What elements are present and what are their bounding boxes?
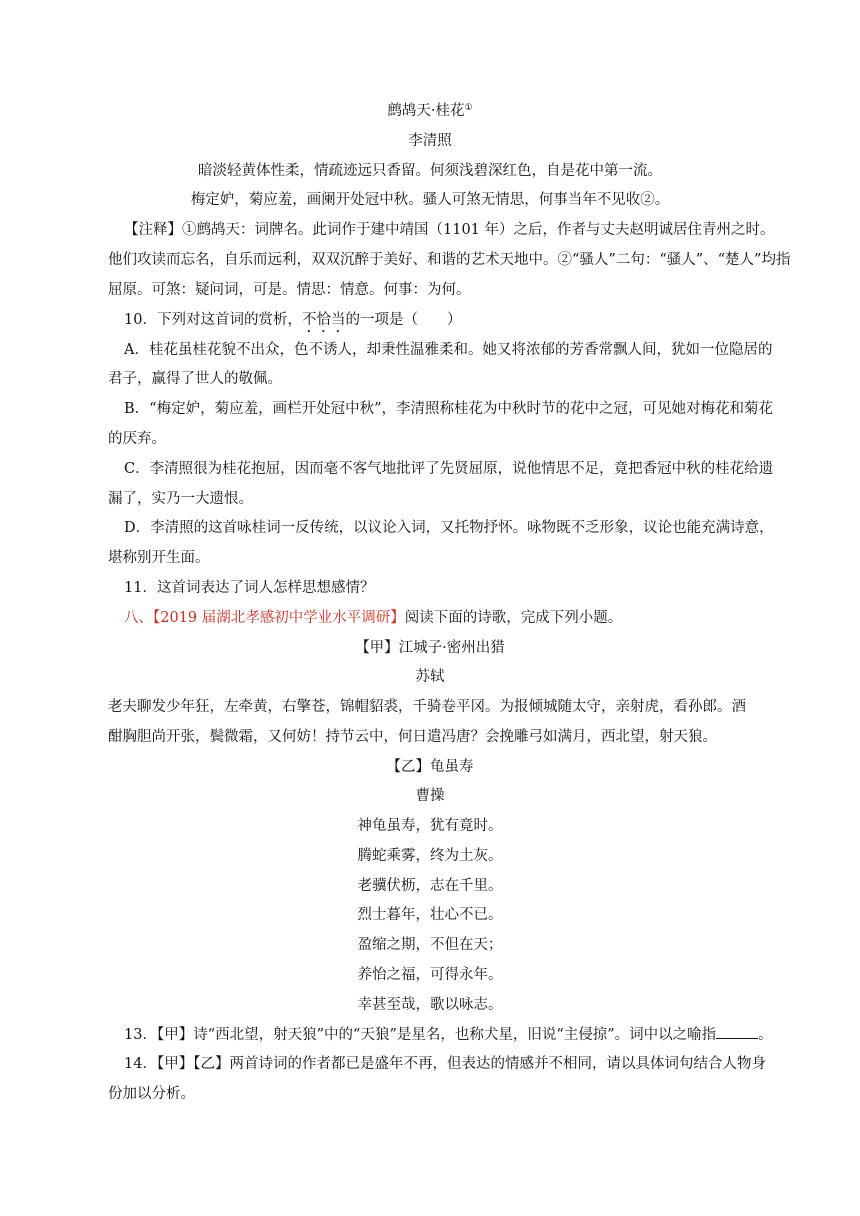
poem1-note-line-3: 屈原。可煞：疑问词，可是。情思：情意。何事：为何。 — [108, 282, 471, 298]
q10-option-d-line-1: D．李清照的这首咏桂词一反传统，以议论入词，又托物抒怀。咏物既不乏形象，议论也能充满诗意， — [124, 520, 774, 536]
poem1-line-1: 暗淡轻黄体性柔，情疏迹远只香留。何须浅碧深红色，自是花中第一流。 — [198, 163, 662, 179]
q10-option-a-line-1: A．桂花虽桂花貌不出众，色不诱人，却秉性温雅柔和。她又将浓郁的芳香常飘人间，犹如一位隐居的 — [124, 342, 773, 358]
q10-option-c-line-1: C．李清照很为桂花抱屈，因而毫不客气地批评了先贤屈原，说他情思不足，竟把香冠中秋的桂花给遗 — [124, 461, 774, 477]
poem1-title — [0, 101, 860, 121]
q10-option-c-line-2: 漏了，实乃一大遗恨。 — [108, 491, 253, 507]
section-8-header — [124, 608, 622, 628]
poem1-note-line-1: 【注释】①鹧鸪天：词牌名。此词作于建中靖国（1101 年）之后，作者与丈夫赵明诚居住青州之时。 — [124, 222, 775, 238]
question-11: 11．这首词表达了词人怎样思想感情？ — [124, 580, 375, 596]
poem-yi-line-1: 神龟虽寿，犹有竟时。 — [357, 818, 503, 834]
q10-stem-post: 的一项是（ ） — [345, 312, 462, 328]
poem-yi-line-6: 养怡之福，可得永年。 — [357, 967, 503, 983]
poem-jia-line-1: 老夫聊发少年狂，左牵黄，右擎苍，锦帽貂裘，千骑卷平冈。为报倾城随太守，亲射虎，看孙郎。酒 — [108, 699, 746, 715]
q10-emphasis: 不恰当 — [301, 312, 346, 328]
q10-option-d-line-2: 堪称别开生面。 — [108, 550, 210, 566]
poem-yi-line-7: 幸甚至哉，歌以咏志。 — [357, 997, 503, 1013]
poem-yi-line-3: 老骥伏枥，志在千里。 — [357, 878, 503, 894]
question-14-line-1: 14．【甲】【乙】两首诗词的作者都已是盛年不再，但表达的情感并不相同，请以具体词句结合人物身 — [124, 1056, 766, 1072]
question-13 — [124, 1024, 773, 1045]
question-10-stem — [124, 310, 461, 336]
q10-option-a-line-2: 君子，赢得了世人的敬佩。 — [108, 371, 282, 387]
poem-yi-line-4: 烈士暮年，壮心不已。 — [357, 907, 503, 923]
poem1-line-2: 梅定妒，菊应羞，画阑开处冠中秋。骚人可煞无情思，何事当年不见收②。 — [190, 192, 670, 208]
q10-option-b-line-2: 的厌弃。 — [108, 431, 166, 447]
poem-yi-line-5: 盈缩之期，不但在天； — [357, 937, 503, 953]
poem1-note-line-2: 他们攻读而忘名，自乐而远利，双双沉醉于美好、和谐的艺术天地中。②“骚人”二句：“骚人”、“楚人”均指 — [108, 252, 791, 268]
section-8-source: 【2019 届湖北孝感初中学业水平调研】 — [153, 610, 405, 626]
poem-jia-title: 【甲】江城子·密州出猎 — [355, 640, 505, 656]
question-14-line-2: 份加以分析。 — [108, 1086, 195, 1102]
poem-yi-line-2: 腾蛇乘雾，终为土灰。 — [357, 848, 503, 864]
q10-stem-pre: 10．下列对这首词的赏析， — [124, 312, 302, 328]
poem-yi-author: 曹操 — [415, 788, 445, 804]
q13-text: 13．【甲】诗“西北望，射天狼”中的“天狼”是星名，也称犬星，旧说“主侵掠”。词中以之喻指 — [124, 1027, 717, 1043]
poem-jia-author: 苏轼 — [415, 669, 445, 685]
poem1-title-text: 鹧鸪天·桂花 — [387, 103, 465, 119]
poem-jia-line-2: 酣胸胆尚开张，鬓微霜，又何妨！持节云中，何日遣冯唐？会挽雕弓如满月，西北望，射天狼。 — [108, 729, 717, 745]
poem1-author: 李清照 — [408, 133, 452, 149]
q10-option-b-line-1: B．“梅定妒，菊应羞，画栏开处冠中秋”，李清照称桂花为中秋时节的花中之冠，可见她对梅花和菊花 — [124, 401, 773, 417]
poem-yi-title: 【乙】龟虽寿 — [386, 759, 474, 775]
q13-end: 。 — [758, 1027, 773, 1043]
section-8-number: 八、 — [124, 610, 153, 626]
q13-answer-blank[interactable] — [716, 1024, 758, 1039]
footnote-mark: ① — [464, 103, 473, 113]
section-8-instruction: 阅读下面的诗歌，完成下列小题。 — [404, 610, 623, 626]
